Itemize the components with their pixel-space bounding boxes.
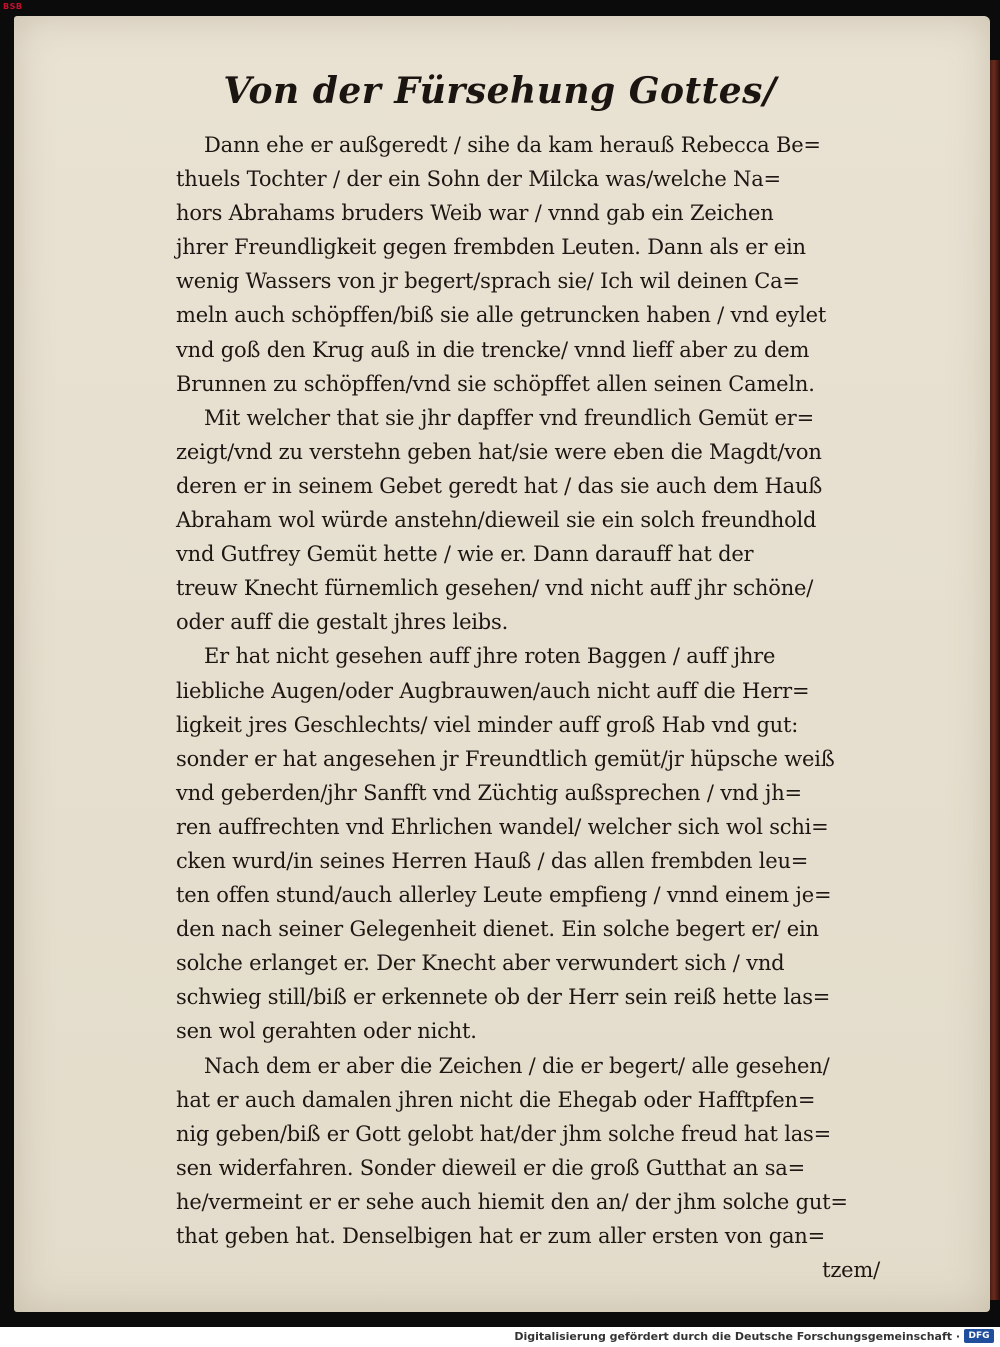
text-line: deren er in seinem Gebet geredt hat / das sie auch dem Hauß	[176, 473, 823, 498]
text-line: thuels Tochter / der ein Sohn der Milcka was/welche Na=	[176, 167, 781, 192]
funding-credit: Digitalisierung gefördert durch die Deutsche Forschungsgemeinschaft ·	[514, 1330, 960, 1343]
text-line: sen wol gerahten oder nicht.	[176, 1019, 477, 1044]
text-line: hat er auch damalen jhren nicht die Ehegab oder Hafftpfen=	[176, 1087, 816, 1112]
text-line: meln auch schöpffen/biß sie alle getruncken haben / vnd eylet	[176, 303, 827, 328]
text-line: ten offen stund/auch allerley Leute empfieng / vnnd einem je=	[176, 883, 832, 908]
library-mark: BSB	[3, 2, 23, 11]
text-line: liebliche Augen/oder Augbrauwen/auch nicht auff die Herr=	[176, 678, 810, 703]
text-line: vnd geberden/jhr Sanfft vnd Züchtig außsprechen / vnd jh=	[176, 780, 802, 805]
catchword: tzem/	[822, 1258, 880, 1283]
text-line: Dann ehe er außgeredt / sihe da kam herauß Rebecca Be=	[204, 133, 821, 157]
text-line: he/vermeint er er sehe auch hiemit den an/ der jhm solche gut=	[176, 1189, 848, 1214]
dfg-logo: DFG	[964, 1329, 994, 1343]
text-line: den nach seiner Gelegenheit dienet. Ein solche begert er/ ein	[176, 917, 819, 942]
body-text	[176, 128, 916, 1287]
text-line: Brunnen zu schöpffen/vnd sie schöpffet allen seinen Cameln.	[176, 371, 815, 396]
text-line: jhrer Freundligkeit gegen frembden Leuten. Dann als er ein	[176, 235, 806, 260]
text-line: nig geben/biß er Gott gelobt hat/der jhm solche freud hat las=	[176, 1121, 832, 1146]
text-line: oder auff die gestalt jhres leibs.	[176, 610, 509, 635]
text-line: Nach dem er aber die Zeichen / die er begert/ alle gesehen/	[204, 1053, 830, 1078]
text-line: vnd Gutfrey Gemüt hette / wie er. Dann darauff hat der	[176, 542, 754, 567]
text-line: that geben hat. Denselbigen hat er zum aller ersten von gan=	[176, 1224, 825, 1248]
text-line: wenig Wassers von jr begert/sprach sie/ Ich wil deinen Ca=	[176, 269, 800, 294]
footer-bar	[0, 1327, 1000, 1347]
text-line: ren auffrechten vnd Ehrlichen wandel/ welcher sich wol schi=	[176, 814, 829, 839]
text-line: Er hat nicht gesehen auff jhre roten Baggen / auff jhre	[204, 644, 776, 669]
text-line: sonder er hat angesehen jr Freundtlich gemüt/jr hüpsche weiß	[176, 746, 835, 771]
text-line: cken wurd/in seines Herren Hauß / das allen frembden leu=	[176, 848, 809, 873]
text-line: vnd goß den Krug auß in die trencke/ vnnd lieff aber zu dem	[176, 337, 810, 362]
text-line: solche erlanget er. Der Knecht aber verwundert sich / vnd	[176, 951, 785, 976]
text-line: sen widerfahren. Sonder dieweil er die groß Gutthat an sa=	[176, 1155, 805, 1180]
text-line: Mit welcher that sie jhr dapffer vnd freundlich Gemüt er=	[204, 405, 814, 430]
text-line: schwieg still/biß er erkennete ob der Herr sein reiß hette las=	[176, 985, 831, 1010]
text-line: Abraham wol würde anstehn/dieweil sie ein solch freundhold	[176, 508, 817, 533]
text-line: hors Abrahams bruders Weib war / vnnd gab ein Zeichen	[176, 201, 774, 226]
text-line: zeigt/vnd zu verstehn geben hat/sie were eben die Magdt/von	[176, 439, 822, 464]
text-line: ligkeit jres Geschlechts/ viel minder auff groß Hab vnd gut:	[176, 712, 799, 737]
text-line: treuw Knecht fürnemlich gesehen/ vnd nicht auff jhr schöne/	[176, 576, 814, 601]
page-title: Von der Fürsehung Gottes/	[223, 70, 777, 112]
